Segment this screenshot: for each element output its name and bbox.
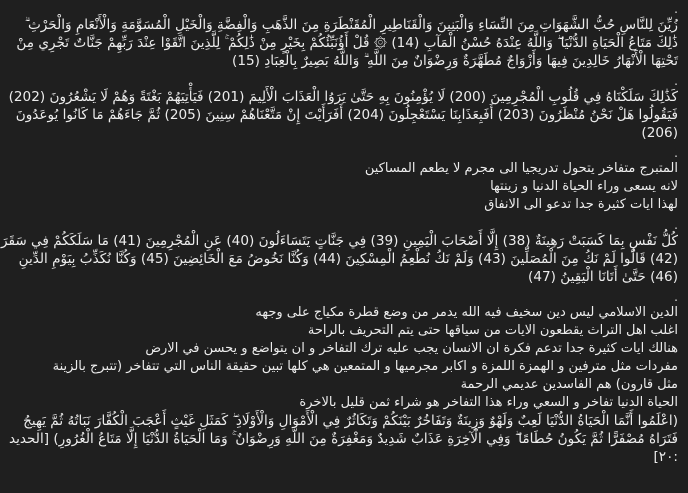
verse-line: كُلُّ نَفْسٍ بِمَا كَسَبَتْ رَهِينَةٌ (38) إِلَّا أَصْحَابَ الْيَمِينِ (39) فِي جَنَّاتٍ يَتَسَاءَلُونَ (40) عَنِ الْمُجْرِمِينَ (41) مَا سَلَكَكُمْ فِي سَقَرَ	[0, 233, 678, 249]
paragraph-line: اغلب اهل التراث يقطعون الايات من سياقها حتى يتم التحريف بالراحة	[307, 323, 678, 338]
verse-line: ذَٰلِكَ مَتَاعُ الْحَيَاةِ الدُّنْيَا ۖ وَاللَّهُ عِنْدَهُ حُسْنُ الْمَآبِ (14) ۞ قُلْ أَؤُنَبِّئُكُمْ بِخَيْرٍ مِنْ ذَٰلِكُمْ ۚ لِلَّذِينَ اتَّقَوْا عِنْدَ رَبِّهِمْ جَنَّاتٌ تَجْرِي مِنْ	[16, 35, 678, 51]
verse-reference: :٢٠]	[653, 449, 678, 465]
verse-line: (46) حَتَّىٰ أَتَانَا الْيَقِينُ (47)	[528, 269, 678, 285]
paragraph-line: مثل قارون) هم الفاسدين عديمي الرحمة	[460, 377, 678, 392]
bullet-dot: .	[674, 146, 678, 160]
bullet-dot: .	[674, 74, 678, 88]
verse-line: (اعْلَمُوا أَنَّمَا الْحَيَاةُ الدُّنْيَا لَعِبٌ وَلَهْوٌ وَزِينَةٌ وَتَفَاخُرٌ بَيْنَكُمْ وَتَكَاثُرٌ فِي الْأَمْوَالِ وَالْأَوْلَادِ ۖ كَمَثَلِ غَيْثٍ أَعْجَبَ الْكُفَّارَ نَبَاتُهُ ثُمَّ يَهِيجُ	[23, 413, 678, 429]
section-commentary-1	[10, 146, 678, 214]
section-quran-shuara	[10, 74, 678, 142]
paragraph-line: لانه يسعى وراء الحياة الدنيا و زينتها	[490, 179, 678, 194]
paragraph-line: الدين الاسلامي ليس دين سخيف فيه الله يدمر من وضع قطرة مكياج على وجهه	[255, 305, 678, 320]
verse-line: فَتَرَاهُ مُصْفَرًّا ثُمَّ يَكُونُ حُطَامًا ۖ وَفِي الْآخِرَةِ عَذَابٌ شَدِيدٌ وَمَغْفِرَةٌ مِنَ اللَّهِ وَرِضْوَانٌ ۚ وَمَا الْحَيَاةُ الدُّنْيَا إِلَّا مَتَاعُ الْغُرُورِ) [الحديد	[8, 431, 678, 447]
section-quran-muddaththir	[0, 218, 678, 286]
verse-line: زُيِّنَ لِلنَّاسِ حُبُّ الشَّهَوَاتِ مِنَ النِّسَاءِ وَالْبَنِينَ وَالْقَنَاطِيرِ الْمُقَنْطَرَةِ مِنَ الذَّهَبِ وَالْفِضَّةِ وَالْخَيْلِ الْمُسَوَّمَةِ وَالْأَنْعَامِ وَالْحَرْثِ ۗ	[24, 17, 678, 33]
paragraph-line: لهذا ايات كثيرة جدا تدعو الى الانفاق	[484, 197, 678, 212]
verse-line: تَحْتِهَا الْأَنْهَارُ خَالِدِينَ فِيهَا وَأَزْوَاجٌ مُطَهَّرَةٌ وَرِضْوَانٌ مِنَ اللَّهِ ۗ وَاللَّهُ بَصِيرٌ بِالْعِبَادِ (15)	[232, 53, 678, 69]
verse-line: فَيَقُولُوا هَلْ نَحْنُ مُنْظَرُونَ (203) أَفَبِعَذَابِنَا يَسْتَعْجِلُونَ (204) أَفَرَأَيْتَ إِنْ مَتَّعْنَاهُمْ سِنِينَ (205) ثُمَّ جَاءَهُمْ مَا كَانُوا يُوعَدُونَ	[15, 107, 678, 123]
paragraph-line: هنالك ايات كثيرة جدا تدعم فكرة ان الانسان يجب عليه ترك التفاخر و ان يتواضع و يحسن في الارض	[145, 341, 678, 356]
paragraph-line: الحياة الدنيا تفاخر و السعي وراء هذا التفاخر هو شراء ثمن قليل بالاخرة	[299, 395, 678, 410]
verse-line: (42) قَالُوا لَمْ نَكُ مِنَ الْمُصَلِّينَ (43) وَلَمْ نَكُ نُطْعِمُ الْمِسْكِينَ (44) وَكُنَّا نَخُوضُ مَعَ الْخَائِضِينَ (45) وَكُنَّا نُكَذِّبُ بِيَوْمِ الدِّينِ	[18, 251, 678, 267]
section-quran-aal-imran	[10, 2, 678, 70]
paragraph-line: المتبرج متفاخر يتحول تدريجيا الى مجرم لا يطعم المساكين	[364, 161, 678, 176]
verse-line: كَذَٰلِكَ سَلَكْنَاهُ فِي قُلُوبِ الْمُجْرِمِينَ (200) لَا يُؤْمِنُونَ بِهِ حَتَّىٰ يَرَوُا الْعَذَابَ الْأَلِيمَ (201) فَيَأْتِيَهُمْ بَغْتَةً وَهُمْ لَا يَشْعُرُونَ (202)	[8, 89, 678, 105]
bullet-dot: .	[674, 2, 678, 16]
bullet-dot: .	[674, 290, 678, 304]
bullet-dot: .	[674, 218, 678, 232]
section-commentary-2	[10, 290, 678, 466]
verse-line: (206)	[641, 125, 678, 141]
paragraph-line: مفردات مثل مترفين و الهمزة اللمزة و اكابر مجرميها و المتمعين هي كلها تبين حقيقة الناس التي تتفاخر (تتبرج بالزينة	[52, 359, 678, 374]
